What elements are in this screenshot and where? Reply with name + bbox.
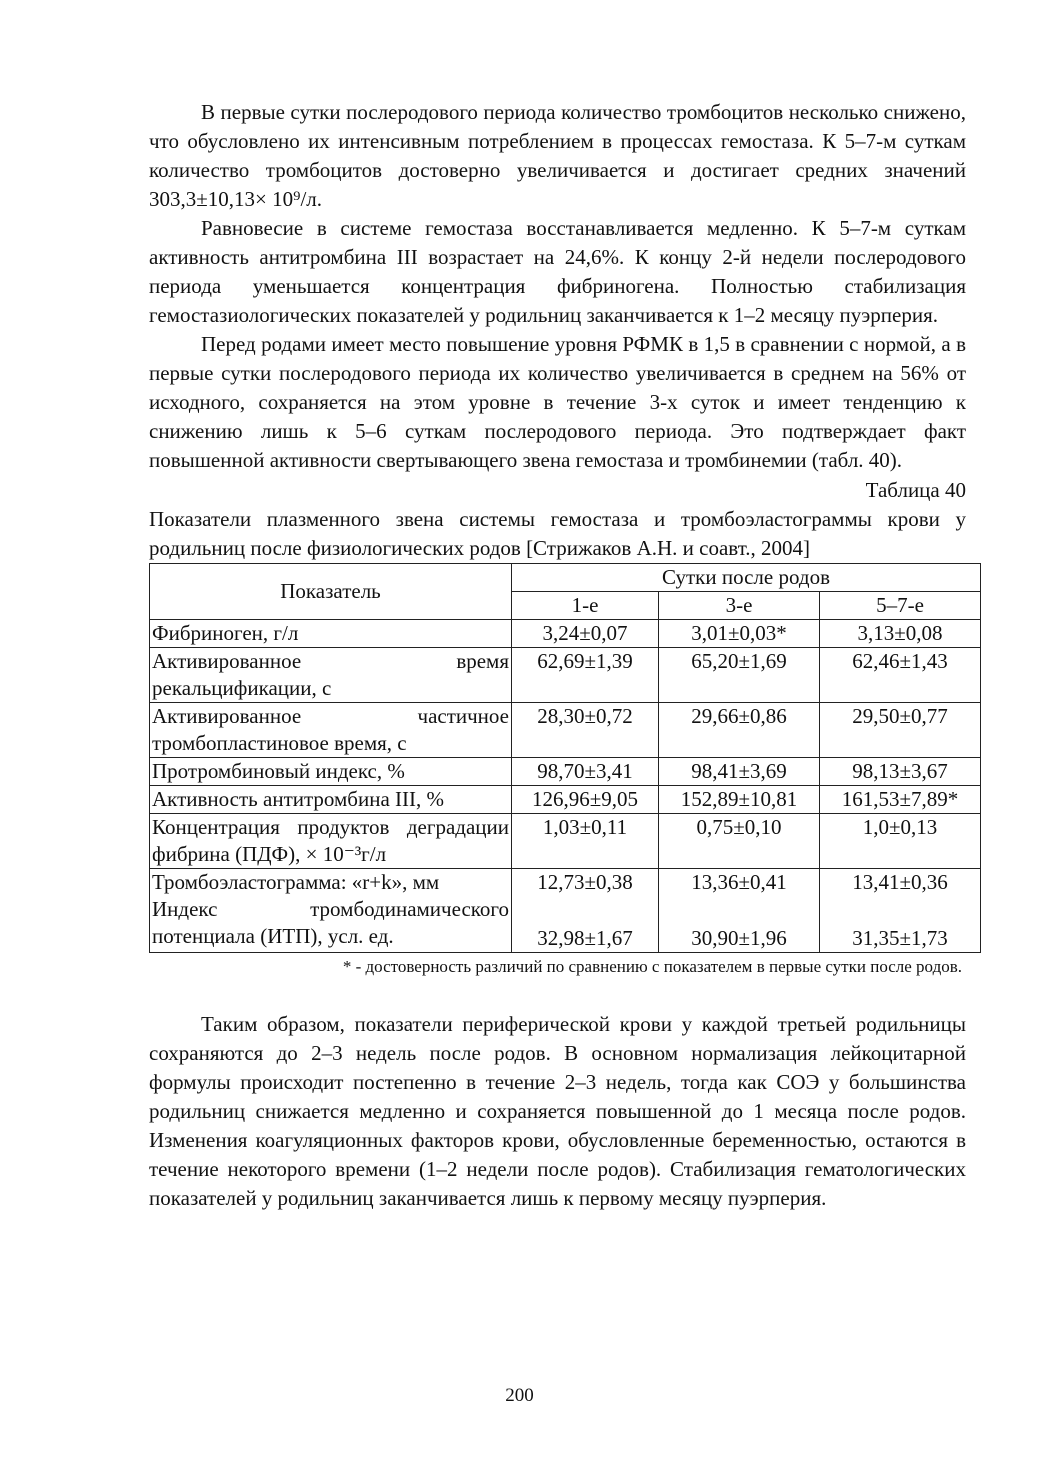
cell-value: 3,24±0,07: [512, 620, 659, 648]
cell-value: 62,69±1,39: [512, 648, 659, 703]
table-footnote: * - достоверность различий по сравнению с показателем в первые сутки после родов.: [342, 957, 962, 976]
cell-value: 29,66±0,86: [659, 703, 820, 758]
cell-value: 31,35±1,73: [852, 926, 948, 950]
row-label: Активность антитромбина III, %: [150, 786, 512, 814]
page-number: 200: [505, 1385, 534, 1406]
cell-pair: [659, 869, 820, 953]
cell-value: 1,03±0,11: [512, 814, 659, 869]
paragraph-conclusion: Таким образом, показатели периферической крови у каждой третьей родильницы сохраняются до 2–3 недель после родов. В основном нормализация лейкоцитарной формулы происходит постепенно в течение 2–3 недель, тогда как СОЭ у большинства родильниц снижается медленно и сохраняется повышенной до 1 месяца после родов. Изменения коагуляционных факторов крови, обусловленные беременностью, остаются в течение некоторого времени (1–2 недели после родов). Стабилизация гематологических показателей у родильниц заканчивается лишь к первому месяцу пуэрперия.: [149, 1012, 966, 1210]
header-indicator: Показатель: [150, 564, 512, 620]
table-row: [150, 786, 981, 814]
cell-value: 152,89±10,81: [659, 786, 820, 814]
cell-pair: [512, 869, 659, 953]
table-row: [150, 814, 981, 869]
row-label-itp: Индекс тромбодинамического потенциала (ИТП), усл. ед.: [152, 897, 509, 948]
cell-value: 126,96±9,05: [512, 786, 659, 814]
header-day-1: 1-е: [512, 592, 659, 620]
cell-value: 3,01±0,03*: [659, 620, 820, 648]
table-caption: Показатели плазменного звена системы гемостаза и тромбоэластограммы крови у родильниц после физиологических родов [Стрижаков А.Н. и соавт., 2004]: [149, 507, 966, 560]
row-label-rk: Тромбоэластограмма: «r+k», мм: [152, 870, 440, 894]
cell-value: 62,46±1,43: [820, 648, 981, 703]
cell-value: 13,36±0,41: [691, 870, 787, 894]
row-label: Активированное время рекальцификации, с: [150, 648, 512, 703]
cell-value: 30,90±1,96: [691, 926, 787, 950]
table-row: [150, 703, 981, 758]
row-label-teg: [150, 869, 512, 953]
cell-value: 12,73±0,38: [537, 870, 633, 894]
row-label: Фибриноген, г/л: [150, 620, 512, 648]
cell-value: 3,13±0,08: [820, 620, 981, 648]
header-day-3: 3-е: [659, 592, 820, 620]
paragraph-platelets: В первые сутки послеродового периода количество тромбоцитов несколько снижено, что обусловлено их интенсивным потреблением в процессах гемостаза. К 5–7-м суткам количество тромбоцитов достоверно увеличивается и достигает средних значений 303,3±10,13× 10⁹/л.: [149, 100, 966, 211]
paragraph-hemostasis-balance: Равновесие в системе гемостаза восстанавливается медленно. К 5–7-м суткам активность антитромбина III возрастает на 24,6%. К концу 2-й недели послеродового периода уменьшается концентрация фибриногена. Полностью стабилизация гемостазиологических показателей у родильниц заканчивается к 1–2 месяцу пуэрперия.: [149, 216, 966, 327]
header-days: Сутки после родов: [512, 564, 981, 592]
row-label: Протромбиновый индекс, %: [150, 758, 512, 786]
cell-value: 98,13±3,67: [820, 758, 981, 786]
header-day-5-7: 5–7-е: [820, 592, 981, 620]
page-body: [149, 98, 966, 1213]
cell-value: 98,41±3,69: [659, 758, 820, 786]
cell-value: 65,20±1,69: [659, 648, 820, 703]
table-number: Таблица 40: [865, 478, 966, 502]
cell-value: 98,70±3,41: [512, 758, 659, 786]
table-row: [150, 620, 981, 648]
cell-value: 1,0±0,13: [820, 814, 981, 869]
row-label: Концентрация продуктов деградации фибрина (ПДФ), × 10⁻³г/л: [150, 814, 512, 869]
paragraph-rfmk: Перед родами имеет место повышение уровня РФМК в 1,5 в сравнении с нормой, а в первые сутки послеродового периода их количество увеличивается в среднем на 56% от исходного, сохраняется на этом уровне в течение 3-х суток и имеет тенденцию к снижению лишь к 5–6 суткам послеродового периода. Это подтверждает факт повышенной активности свертывающего звена гемостаза и тромбинемии (табл. 40).: [149, 332, 966, 472]
table-row: [150, 869, 981, 953]
cell-value: 0,75±0,10: [659, 814, 820, 869]
table-row: [150, 648, 981, 703]
table-row: [150, 758, 981, 786]
table-header-row: [150, 564, 981, 592]
cell-value: 13,41±0,36: [852, 870, 948, 894]
cell-value: 161,53±7,89*: [820, 786, 981, 814]
cell-value: 28,30±0,72: [512, 703, 659, 758]
cell-value: 32,98±1,67: [537, 926, 633, 950]
cell-value: 29,50±0,77: [820, 703, 981, 758]
row-label: Активированное частичное тромбопластиновое время, с: [150, 703, 512, 758]
hemostasis-table: [149, 563, 981, 953]
cell-pair: [820, 869, 981, 953]
